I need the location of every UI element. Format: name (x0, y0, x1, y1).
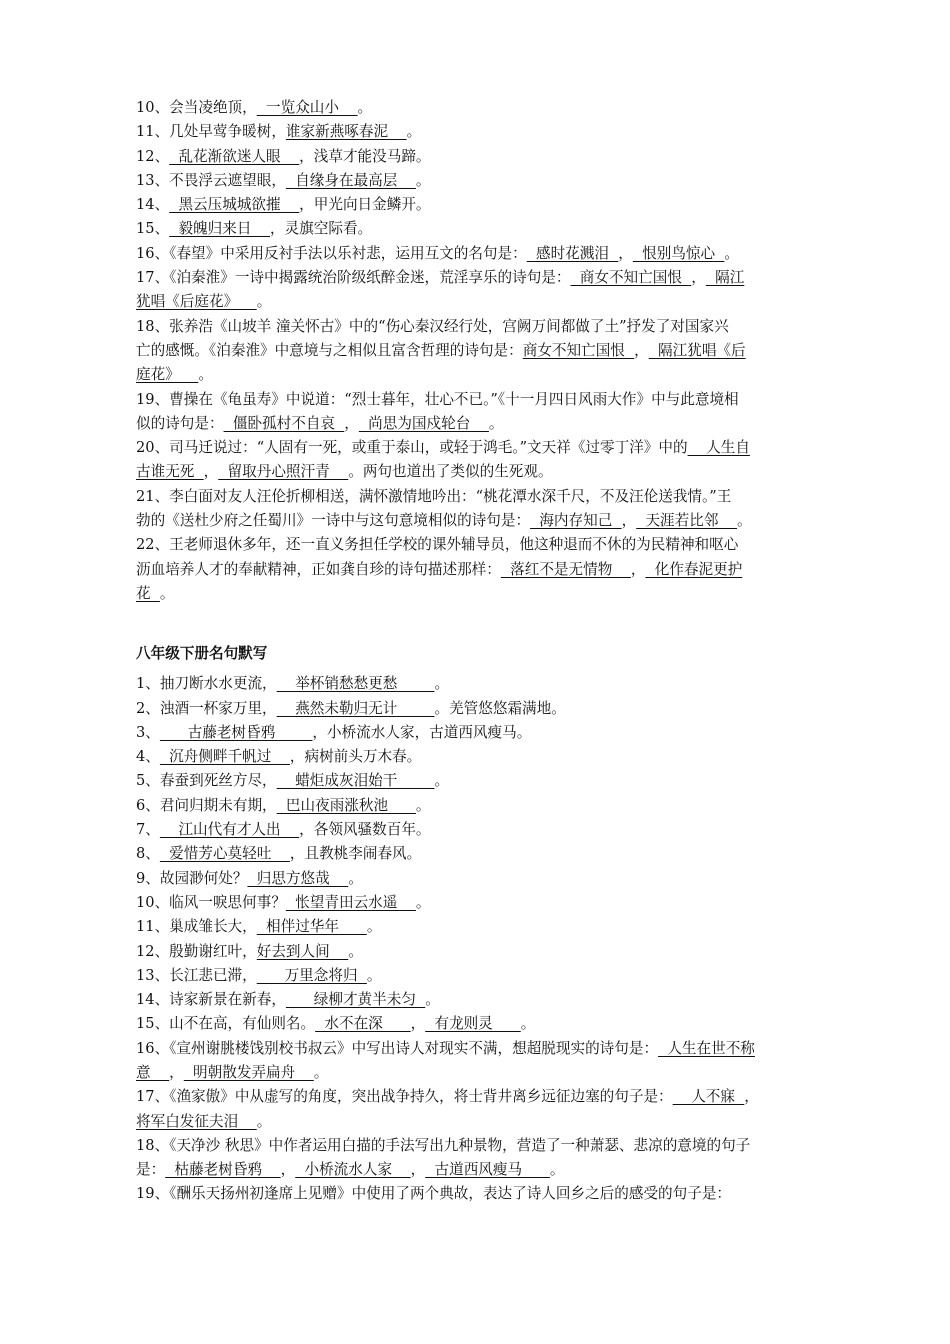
line-text: ， (410, 1161, 426, 1179)
line-text: 2、浊酒一杯家万里， (136, 699, 277, 717)
answer-blank: 毅魄归来日 (169, 220, 270, 238)
text-line (136, 217, 820, 241)
line-text: 。 (425, 991, 440, 1009)
text-line (136, 1085, 820, 1109)
answer-blank: 相伴过华年 (256, 918, 367, 936)
line-text: 14、诗家新景在新春， (136, 991, 286, 1009)
answer-blank: 商女不知亡国恨 (522, 341, 635, 359)
line-text: 。 (357, 99, 373, 116)
section-grade8-upper-list (136, 96, 820, 606)
text-line (136, 1012, 820, 1036)
line-text: 13、长江悲已滞， (136, 966, 257, 984)
text-line (136, 891, 820, 915)
line-text: 18、张养浩《山坡羊 潼关怀古》中的“伤心秦汉经行处，宫阙万间都做了土”抒发了对国家兴 (136, 317, 729, 335)
answer-blank: 尚思为国戍轮台 (358, 414, 489, 432)
line-text: ，浅草才能没马蹄。 (299, 147, 431, 165)
line-text: 16、《春望》中采用反衬手法以乐衬悲，运用互文的名句是： (136, 244, 527, 262)
answer-blank: 恨别鸟惊心 (632, 244, 725, 262)
text-line (136, 1061, 820, 1085)
line-text: 亡的感慨。《泊秦淮》中意境与之相似且富含哲理的诗句是： (136, 341, 523, 359)
text-line (136, 697, 820, 721)
line-text: 。 (256, 1112, 272, 1130)
answer-blank: 自缘身在最高层 (285, 171, 416, 189)
answer-blank: 人不寐 (672, 1088, 745, 1106)
line-text: 。 (256, 293, 272, 311)
line-text: ，灵旗空际看。 (269, 220, 373, 238)
answer-blank: 燕然未勒归无计 (276, 699, 435, 717)
line-text: 1、抽刀断水水更流， (136, 675, 277, 693)
line-text: ， (621, 512, 637, 530)
line-text: 10、会当凌绝顶， (136, 99, 257, 116)
text-line (136, 460, 820, 484)
answer-blank: 隔江犹唱《后 (648, 341, 746, 359)
line-text: ， (634, 341, 649, 359)
line-text: ， (630, 560, 646, 578)
text-line (136, 1182, 820, 1206)
text-line (136, 193, 820, 217)
answer-blank: 将军白发征夫泪 (136, 1112, 257, 1130)
line-text: 。 (434, 772, 450, 790)
text-line (136, 388, 820, 412)
text-line (136, 867, 820, 891)
line-text: 。 (313, 1063, 329, 1081)
answer-blank: 乱花渐欲迷人眼 (169, 147, 300, 165)
line-text: 。 (520, 1015, 536, 1033)
text-line (136, 558, 820, 582)
line-text: ，各领风骚数百年。 (299, 821, 431, 839)
line-text: 。 (406, 123, 422, 141)
text-line (136, 915, 820, 939)
answer-blank: 人生在世不称 (658, 1039, 755, 1057)
answer-blank: 好去到人间 (256, 942, 349, 960)
answer-blank: 化作春泥更护 (645, 560, 743, 578)
line-text: ， (744, 1088, 759, 1106)
answer-blank: 明朝散发弄扁舟 (183, 1063, 314, 1081)
answer-blank: 绿柳才黄半未匀 (285, 991, 426, 1009)
line-text: 6、君问归期未有期， (136, 796, 277, 814)
answer-blank: 天涯若比邻 (636, 512, 737, 530)
line-text: 21、李白面对友人汪伦折柳相送，满怀激情地吟出：“桃花潭水深千尺，不及汪伦送我情。”王 (136, 487, 732, 505)
line-text: 。 (348, 869, 363, 887)
line-text: 15、 (136, 220, 170, 238)
line-text: 。两句也道出了类似的生死观。 (348, 463, 553, 481)
section-grade8-lower-list (136, 672, 820, 1207)
line-text: 17、《泊秦淮》一诗中揭露统治阶级纸醉金迷，荒淫享乐的诗句是： (136, 269, 571, 287)
line-text: 。羌管悠悠霜满地。 (434, 699, 566, 717)
line-text: ，小桥流水人家，古道西风瘦马。 (312, 723, 532, 741)
answer-blank: 商女不知亡国恨 (570, 269, 692, 287)
answer-blank: 爱惜芳心莫轻吐 (159, 845, 290, 863)
line-text: 12、殷勤谢红叶， (136, 942, 257, 960)
text-line (136, 485, 820, 509)
line-text: 勃的《送杜少府之任蜀川》一诗中与这句意境相似的诗句是： (136, 512, 531, 530)
line-text: 4、 (136, 748, 160, 766)
line-text: 。 (549, 1161, 565, 1179)
answer-blank: 一览众山小 (256, 99, 358, 116)
text-line (136, 339, 820, 363)
text-line (136, 363, 820, 387)
line-text: 3、 (136, 723, 160, 741)
text-line (136, 769, 820, 793)
text-line (136, 412, 820, 436)
line-text: 是： (136, 1161, 166, 1179)
line-text: 。 (159, 584, 175, 602)
line-text: 14、 (136, 196, 170, 214)
text-line (136, 1110, 820, 1134)
line-text: ，病树前头万木春。 (289, 748, 422, 766)
answer-blank: 古道西风瘦马 (425, 1161, 550, 1179)
answer-blank: 归思方悠哉 (247, 869, 349, 887)
answer-blank: 黑云压城城欲摧 (169, 196, 300, 214)
answer-blank: 人生自 (687, 439, 750, 457)
line-text: 似的诗句是： (136, 414, 224, 432)
answer-blank: 巴山夜雨涨秋池 (276, 796, 416, 814)
line-text: 17、《渔家傲》中从虚写的角度，突出战争持久，将士背井离乡远征边塞的句子是： (136, 1088, 673, 1106)
answer-blank: 万里念将归 (256, 966, 367, 984)
answer-blank: 小桥流水人家 (295, 1161, 411, 1179)
text-line (136, 290, 820, 314)
answer-blank: 水不在深 (315, 1015, 411, 1033)
text-line (136, 794, 820, 818)
line-text: 18、《天净沙 秋思》中作者运用白描的手法写出九种景物，营造了一种萧瑟、悲凉的意境的句子 (136, 1136, 751, 1154)
text-line (136, 1134, 820, 1158)
text-line (136, 1158, 820, 1182)
text-line (136, 436, 820, 460)
answer-blank: 蜡炬成灰泪始干 (276, 772, 435, 790)
answer-blank: 隔江 (705, 269, 745, 287)
answer-blank: 落红不是无情物 (500, 560, 631, 578)
line-text: 。 (737, 512, 752, 530)
answer-blank: 沉舟侧畔千帆过 (159, 748, 290, 766)
line-text: ， (169, 1063, 184, 1081)
line-text: 15、山不在高，有仙则名。 (136, 1015, 316, 1033)
line-text: 19、曹操在《龟虽寿》中说道：“烈士暮年，壮心不已。”《十一月四日风雨大作》中与此意境相 (136, 390, 739, 408)
answer-blank: 有龙则灵 (425, 1015, 521, 1033)
line-text: 。 (488, 414, 504, 432)
answer-blank: 留取丹心照汗青 (218, 463, 349, 481)
line-text: 。 (366, 918, 382, 936)
answer-blank: 花 (136, 584, 160, 602)
line-text: ， (344, 414, 359, 432)
line-text: 沥血培养人才的奉献精神，正如龚自珍的诗句描述那样： (136, 560, 501, 578)
text-line (136, 672, 820, 696)
text-line (136, 582, 820, 606)
answer-blank: 感时花溅泪 (526, 244, 619, 262)
text-line (136, 169, 820, 193)
line-text: ， (691, 269, 706, 287)
answer-blank: 江山代有才人出 (159, 821, 300, 839)
line-text: 。 (348, 942, 363, 960)
line-text: 20、司马迁说过：“人固有一死，或重于泰山，或轻于鸿毛。”文天祥《过零丁洋》中的 (136, 439, 688, 457)
text-line (136, 315, 820, 339)
text-line (136, 120, 820, 144)
document-page (136, 96, 820, 1207)
line-text: ， (410, 1015, 426, 1033)
answer-blank: 庭花》 (136, 366, 199, 384)
text-line (136, 1037, 820, 1061)
answer-blank: 怅望青田云水遥 (285, 893, 416, 911)
line-text: 。 (198, 366, 213, 384)
line-text: 9、故园渺何处？ (136, 869, 248, 887)
answer-blank: 谁家新燕啄春泥 (285, 123, 407, 141)
text-line (136, 509, 820, 533)
line-text: 22、王老师退休多年，还一直义务担任学校的课外辅导员，他这种退而不休的为民精神和呕心 (136, 536, 739, 554)
text-line (136, 988, 820, 1012)
answer-blank: 海内存知己 (530, 512, 622, 530)
line-text: 。 (434, 675, 450, 693)
line-text: 8、 (136, 845, 160, 863)
text-line (136, 818, 820, 842)
text-line (136, 266, 820, 290)
text-line (136, 940, 820, 964)
answer-blank: 举杯销愁愁更愁 (276, 675, 435, 693)
text-line (136, 145, 820, 169)
line-text: 。 (415, 171, 431, 189)
answer-blank: 犹唱《后庭花》 (136, 293, 257, 311)
answer-blank: 古谁无死 (136, 463, 204, 481)
line-text: 19、《酬乐天扬州初逢席上见赠》中使用了两个典故，表达了诗人回乡之后的感受的句子是： (136, 1185, 732, 1203)
line-text: 10、临风一唳思何事？ (136, 893, 286, 911)
line-text: 。 (724, 244, 739, 262)
line-text: 5、春蚕到死丝方尽， (136, 772, 277, 790)
text-line (136, 721, 820, 745)
text-line (136, 242, 820, 266)
line-text: 16、《宣州谢朓楼饯别校书叔云》中写出诗人对现实不满，想超脱现实的诗句是： (136, 1039, 659, 1057)
line-text: 。 (415, 893, 431, 911)
line-text: 7、 (136, 821, 160, 839)
line-text: 。 (366, 966, 382, 984)
answer-blank: 僵卧孤村不自哀 (223, 414, 345, 432)
text-line (136, 842, 820, 866)
text-line (136, 964, 820, 988)
line-text: ，且教桃李闹春风。 (289, 845, 422, 863)
section-title: 八年级下册名句默写 (136, 645, 268, 663)
text-line (136, 745, 820, 769)
answer-blank: 古藤老树昏鸦 (159, 723, 313, 741)
line-text: 12、 (136, 147, 170, 165)
line-text: ， (618, 244, 633, 262)
line-text: ， (203, 463, 219, 481)
answer-blank: 意 (136, 1063, 170, 1081)
line-text: 11、巢成雏长大， (136, 918, 257, 936)
text-line (136, 533, 820, 557)
line-text: 11、几处早莺争暖树， (136, 123, 286, 141)
line-text: 13、不畏浮云遮望眼， (136, 171, 286, 189)
answer-blank: 枯藤老树昏鸦 (165, 1161, 281, 1179)
line-text: ，甲光向日金鳞开。 (299, 196, 431, 214)
line-text: ， (280, 1161, 296, 1179)
text-line (136, 96, 820, 120)
line-text: 。 (415, 796, 431, 814)
